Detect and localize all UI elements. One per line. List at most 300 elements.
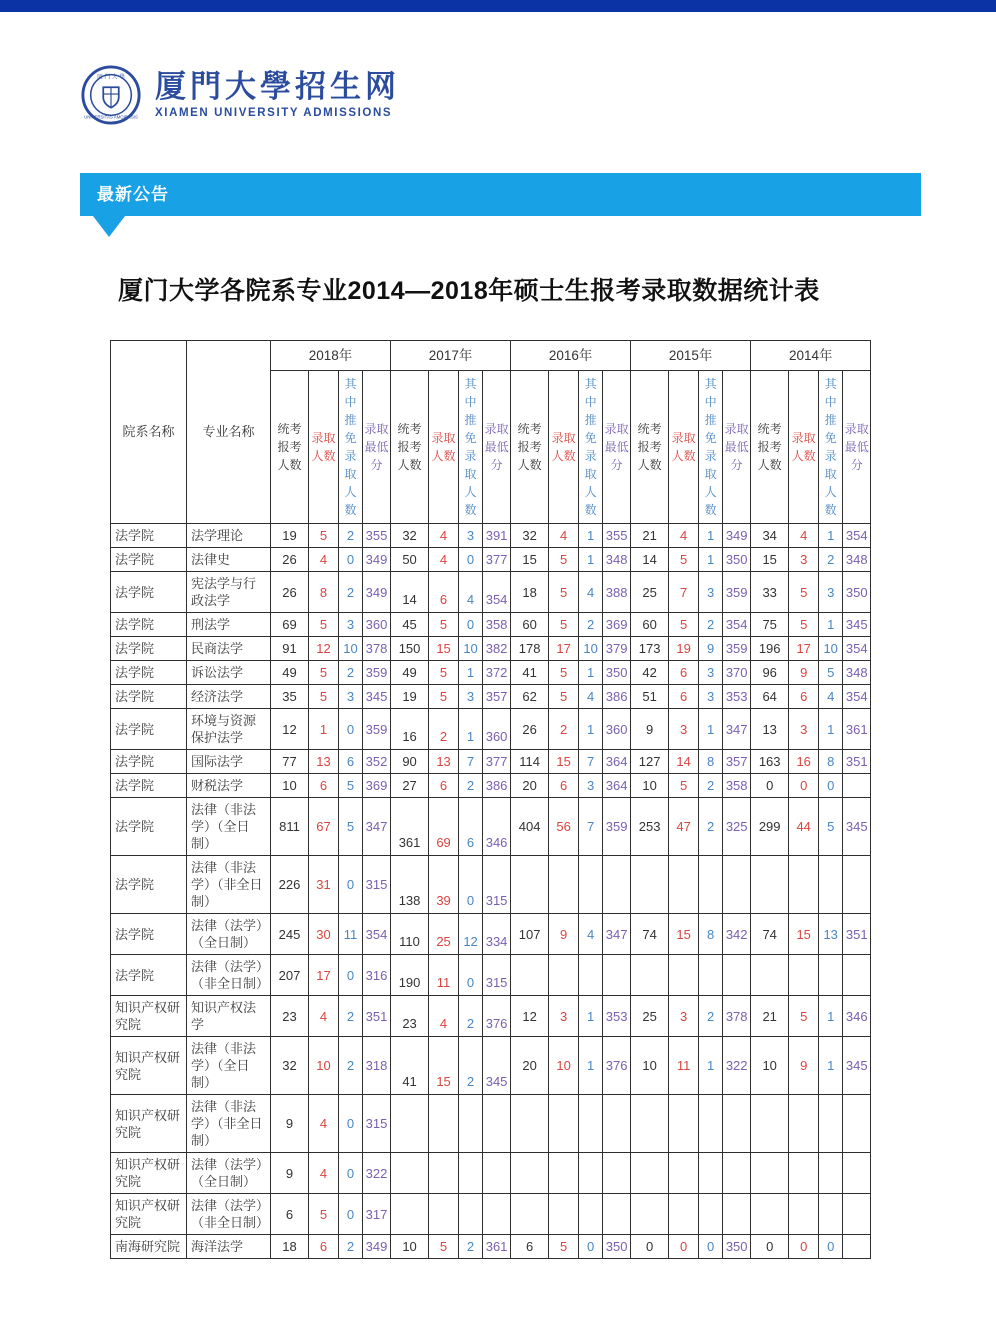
- stat-cell: 35: [271, 685, 309, 709]
- stat-cell: 7: [459, 750, 483, 774]
- stat-cell: 10: [391, 1235, 429, 1259]
- stat-cell: 12: [271, 709, 309, 750]
- stat-cell: 25: [429, 914, 459, 955]
- stat-cell: 0: [459, 613, 483, 637]
- stat-cell: 5: [309, 685, 339, 709]
- stat-cell: [603, 1095, 631, 1153]
- stat-cell: 17: [789, 637, 819, 661]
- stat-cell: [579, 1095, 603, 1153]
- stat-cell: 163: [751, 750, 789, 774]
- stat-cell: 404: [511, 798, 549, 856]
- stat-cell: 349: [363, 1235, 391, 1259]
- table-row: [111, 572, 871, 613]
- stat-cell: 4: [819, 685, 843, 709]
- stat-cell: 2: [339, 524, 363, 548]
- stat-cell: [843, 1153, 871, 1194]
- stat-cell: 317: [363, 1194, 391, 1235]
- stat-cell: 3: [579, 774, 603, 798]
- stat-cell: 0: [339, 709, 363, 750]
- stat-cell: [669, 856, 699, 914]
- stat-cell: 1: [699, 1037, 723, 1095]
- stat-cell: 5: [789, 572, 819, 613]
- svg-text:厦 門 大 學: 厦 門 大 學: [96, 74, 126, 81]
- stat-cell: 2: [459, 996, 483, 1037]
- stat-cell: [511, 1194, 549, 1235]
- stat-cell: 0: [699, 1235, 723, 1259]
- stat-cell: [751, 1153, 789, 1194]
- stat-cell: 23: [391, 996, 429, 1037]
- stat-cell: [429, 1153, 459, 1194]
- table-row: [111, 1037, 871, 1095]
- stat-cell: 0: [751, 1235, 789, 1259]
- stat-cell: 5: [669, 548, 699, 572]
- stat-cell: 19: [391, 685, 429, 709]
- stat-cell: 6: [429, 572, 459, 613]
- stat-cell: 354: [363, 914, 391, 955]
- stat-cell: 10: [549, 1037, 579, 1095]
- major-cell: 宪法学与行政法学: [187, 572, 271, 613]
- stat-cell: 348: [843, 661, 871, 685]
- stat-cell: 3: [669, 996, 699, 1037]
- stat-cell: 15: [789, 914, 819, 955]
- stat-cell: 41: [391, 1037, 429, 1095]
- stat-cell: 75: [751, 613, 789, 637]
- stat-cell: [723, 856, 751, 914]
- stat-cell: [819, 955, 843, 996]
- stat-cell: 107: [511, 914, 549, 955]
- stat-cell: 253: [631, 798, 669, 856]
- stat-cell: 3: [789, 548, 819, 572]
- stat-cell: 23: [271, 996, 309, 1037]
- stat-cell: 12: [309, 637, 339, 661]
- dept-cell: 法学院: [111, 572, 187, 613]
- stat-cell: 6: [459, 798, 483, 856]
- stat-cell: [549, 1194, 579, 1235]
- stat-cell: 51: [631, 685, 669, 709]
- stat-cell: 42: [631, 661, 669, 685]
- stat-cell: 2: [819, 548, 843, 572]
- major-cell: 民商法学: [187, 637, 271, 661]
- stat-cell: 350: [843, 572, 871, 613]
- stat-cell: 359: [363, 661, 391, 685]
- dept-cell: 南海研究院: [111, 1235, 187, 1259]
- stat-cell: 60: [511, 613, 549, 637]
- stat-cell: 2: [549, 709, 579, 750]
- stat-cell: 4: [579, 572, 603, 613]
- stat-cell: 0: [631, 1235, 669, 1259]
- stat-cell: 5: [429, 661, 459, 685]
- major-cell: 诉讼法学: [187, 661, 271, 685]
- stat-cell: 6: [669, 661, 699, 685]
- stat-cell: [579, 856, 603, 914]
- stat-cell: [579, 1153, 603, 1194]
- stat-cell: 348: [603, 548, 631, 572]
- stat-cell: 64: [751, 685, 789, 709]
- stat-cell: [511, 856, 549, 914]
- stat-cell: 378: [363, 637, 391, 661]
- stat-cell: 0: [339, 955, 363, 996]
- stat-cell: 0: [751, 774, 789, 798]
- stat-cell: 45: [391, 613, 429, 637]
- stat-cell: 178: [511, 637, 549, 661]
- metric-header: 录取最低分: [363, 371, 391, 524]
- dept-cell: 法学院: [111, 750, 187, 774]
- stat-cell: [549, 1095, 579, 1153]
- metric-header: 录取人数: [669, 371, 699, 524]
- table-row: [111, 996, 871, 1037]
- stat-cell: 6: [271, 1194, 309, 1235]
- major-cell: 法律（非法学）（全日制）: [187, 798, 271, 856]
- stat-cell: 21: [631, 524, 669, 548]
- year-header: 2014年: [751, 341, 871, 371]
- stat-cell: [549, 856, 579, 914]
- dept-cell: 法学院: [111, 637, 187, 661]
- stat-cell: [483, 1153, 511, 1194]
- stat-cell: 4: [579, 914, 603, 955]
- stat-cell: 1: [699, 524, 723, 548]
- stat-cell: 6: [429, 774, 459, 798]
- table-row: [111, 798, 871, 856]
- stat-cell: 15: [549, 750, 579, 774]
- major-cell: 法律（非法学）（非全日制）: [187, 1095, 271, 1153]
- table-row: [111, 1194, 871, 1235]
- stat-cell: 1: [819, 613, 843, 637]
- stat-cell: 0: [789, 1235, 819, 1259]
- stat-cell: 10: [751, 1037, 789, 1095]
- stat-cell: 9: [271, 1095, 309, 1153]
- stat-cell: 74: [631, 914, 669, 955]
- stat-cell: 349: [363, 572, 391, 613]
- stat-cell: 62: [511, 685, 549, 709]
- metric-header: 录取人数: [429, 371, 459, 524]
- stat-cell: 10: [459, 637, 483, 661]
- metric-header: 统考报考人数: [271, 371, 309, 524]
- stat-cell: 15: [751, 548, 789, 572]
- stat-cell: 1: [459, 661, 483, 685]
- stat-cell: [723, 1095, 751, 1153]
- table-row: [111, 637, 871, 661]
- stat-cell: [789, 856, 819, 914]
- stat-cell: 5: [549, 548, 579, 572]
- stat-cell: 3: [459, 524, 483, 548]
- stat-cell: 32: [271, 1037, 309, 1095]
- dept-column-header: 院系名称: [111, 341, 187, 524]
- dept-cell: 法学院: [111, 914, 187, 955]
- table-row: [111, 774, 871, 798]
- stat-cell: [511, 1095, 549, 1153]
- logo-subtitle: XIAMEN UNIVERSITY ADMISSIONS: [155, 107, 393, 120]
- stat-cell: 17: [309, 955, 339, 996]
- stat-cell: 5: [429, 685, 459, 709]
- major-cell: 环境与资源保护法学: [187, 709, 271, 750]
- major-cell: 刑法学: [187, 613, 271, 637]
- stat-cell: [789, 955, 819, 996]
- stat-cell: 3: [669, 709, 699, 750]
- dept-cell: 法学院: [111, 798, 187, 856]
- stat-cell: 355: [603, 524, 631, 548]
- stat-cell: 4: [429, 548, 459, 572]
- stat-cell: 25: [631, 996, 669, 1037]
- stat-cell: 372: [483, 661, 511, 685]
- metric-header: 录取人数: [789, 371, 819, 524]
- stat-cell: 316: [363, 955, 391, 996]
- stat-cell: [483, 1095, 511, 1153]
- metric-header: 录取最低分: [843, 371, 871, 524]
- dept-cell: 法学院: [111, 661, 187, 685]
- stat-cell: 7: [669, 572, 699, 613]
- stat-cell: [391, 1194, 429, 1235]
- stat-cell: [669, 1095, 699, 1153]
- stat-cell: 4: [309, 1095, 339, 1153]
- stat-cell: 110: [391, 914, 429, 955]
- stat-cell: [603, 955, 631, 996]
- stat-cell: 10: [271, 774, 309, 798]
- stat-cell: 13: [751, 709, 789, 750]
- stat-cell: 3: [789, 709, 819, 750]
- stat-cell: 5: [339, 774, 363, 798]
- dept-cell: 法学院: [111, 548, 187, 572]
- stat-cell: 359: [723, 637, 751, 661]
- stat-cell: 0: [669, 1235, 699, 1259]
- stat-cell: 14: [669, 750, 699, 774]
- table-row: [111, 685, 871, 709]
- stat-cell: [699, 1095, 723, 1153]
- stat-cell: 354: [843, 637, 871, 661]
- university-seal-icon: [80, 64, 142, 126]
- stat-cell: [723, 1153, 751, 1194]
- stat-cell: 325: [723, 798, 751, 856]
- stat-cell: 345: [843, 613, 871, 637]
- stat-cell: 6: [789, 685, 819, 709]
- stat-cell: 49: [391, 661, 429, 685]
- stat-cell: 322: [723, 1037, 751, 1095]
- stat-cell: [789, 1095, 819, 1153]
- stat-cell: 69: [429, 798, 459, 856]
- major-cell: 法学理论: [187, 524, 271, 548]
- year-header: 2016年: [511, 341, 631, 371]
- stat-cell: 345: [843, 798, 871, 856]
- stat-cell: 3: [339, 613, 363, 637]
- stat-cell: 1: [819, 524, 843, 548]
- stat-cell: 69: [271, 613, 309, 637]
- stat-cell: 9: [271, 1153, 309, 1194]
- stat-cell: 15: [669, 914, 699, 955]
- stat-cell: [483, 1194, 511, 1235]
- stat-cell: 56: [549, 798, 579, 856]
- metric-header: 录取最低分: [483, 371, 511, 524]
- year-header: 2018年: [271, 341, 391, 371]
- stat-cell: 20: [511, 774, 549, 798]
- stat-cell: [511, 1153, 549, 1194]
- stat-cell: 0: [339, 1095, 363, 1153]
- stat-cell: 388: [603, 572, 631, 613]
- stat-cell: [459, 1194, 483, 1235]
- stat-cell: 348: [843, 548, 871, 572]
- stat-cell: [843, 856, 871, 914]
- stat-cell: [603, 1194, 631, 1235]
- stat-cell: 1: [699, 548, 723, 572]
- stat-cell: 15: [511, 548, 549, 572]
- stat-cell: [723, 955, 751, 996]
- dept-cell: 法学院: [111, 613, 187, 637]
- stat-cell: [603, 1153, 631, 1194]
- stat-cell: 351: [843, 750, 871, 774]
- stat-cell: 41: [511, 661, 549, 685]
- stat-cell: 77: [271, 750, 309, 774]
- stat-cell: 2: [699, 774, 723, 798]
- major-cell: 法律（非法学）（全日制）: [187, 1037, 271, 1095]
- stat-cell: 2: [339, 661, 363, 685]
- stat-cell: 376: [483, 996, 511, 1037]
- stat-cell: [819, 1095, 843, 1153]
- stat-cell: 2: [339, 1037, 363, 1095]
- year-header: 2017年: [391, 341, 511, 371]
- stat-cell: 34: [751, 524, 789, 548]
- site-logo[interactable]: [80, 12, 921, 126]
- stat-cell: 11: [429, 955, 459, 996]
- stat-cell: 354: [483, 572, 511, 613]
- stat-cell: 0: [819, 1235, 843, 1259]
- stat-cell: 6: [549, 774, 579, 798]
- table-row: [111, 613, 871, 637]
- stat-cell: 334: [483, 914, 511, 955]
- dept-cell: 知识产权研究院: [111, 1095, 187, 1153]
- stat-cell: 6: [511, 1235, 549, 1259]
- stat-cell: [699, 1194, 723, 1235]
- stat-cell: 4: [669, 524, 699, 548]
- major-cell: 财税法学: [187, 774, 271, 798]
- stat-cell: 114: [511, 750, 549, 774]
- stat-cell: 2: [459, 1037, 483, 1095]
- stat-cell: 60: [631, 613, 669, 637]
- metric-header: 其中推免录取人数: [459, 371, 483, 524]
- stat-cell: 18: [271, 1235, 309, 1259]
- stat-cell: 245: [271, 914, 309, 955]
- stat-cell: 26: [511, 709, 549, 750]
- stat-cell: 1: [579, 661, 603, 685]
- table-row: [111, 914, 871, 955]
- stat-cell: [789, 1194, 819, 1235]
- stat-cell: 13: [429, 750, 459, 774]
- dept-cell: 法学院: [111, 856, 187, 914]
- stat-cell: 2: [459, 1235, 483, 1259]
- major-cell: 法律（法学）（非全日制）: [187, 1194, 271, 1235]
- stat-cell: 4: [789, 524, 819, 548]
- stat-cell: [751, 1095, 789, 1153]
- metric-header: 录取人数: [549, 371, 579, 524]
- stat-cell: 315: [483, 856, 511, 914]
- stat-cell: 5: [309, 613, 339, 637]
- stat-cell: 346: [483, 798, 511, 856]
- stat-cell: 6: [339, 750, 363, 774]
- logo-title: 厦門大學招生网: [155, 68, 400, 104]
- stat-cell: 322: [363, 1153, 391, 1194]
- stat-cell: 1: [579, 996, 603, 1037]
- stat-cell: 349: [363, 548, 391, 572]
- dept-cell: 法学院: [111, 709, 187, 750]
- stat-cell: 1: [819, 709, 843, 750]
- stat-cell: [819, 1194, 843, 1235]
- stat-cell: [511, 955, 549, 996]
- stat-cell: [843, 1194, 871, 1235]
- stat-cell: 47: [669, 798, 699, 856]
- stat-cell: 5: [309, 524, 339, 548]
- stat-cell: 0: [579, 1235, 603, 1259]
- metric-header: 统考报考人数: [631, 371, 669, 524]
- stat-cell: 127: [631, 750, 669, 774]
- stat-cell: 360: [363, 613, 391, 637]
- stat-cell: [579, 1194, 603, 1235]
- metric-header: 录取人数: [309, 371, 339, 524]
- stat-cell: 20: [511, 1037, 549, 1095]
- metric-header: 统考报考人数: [511, 371, 549, 524]
- stat-cell: 31: [309, 856, 339, 914]
- stat-cell: 5: [819, 798, 843, 856]
- banner-tail-icon: [93, 216, 125, 237]
- metric-header: 其中推免录取人数: [819, 371, 843, 524]
- stat-cell: 49: [271, 661, 309, 685]
- stat-cell: 19: [669, 637, 699, 661]
- stat-cell: 350: [723, 548, 751, 572]
- stat-cell: 357: [483, 685, 511, 709]
- stat-cell: 386: [483, 774, 511, 798]
- stat-cell: 2: [339, 1235, 363, 1259]
- major-cell: 法律（法学）（全日制）: [187, 914, 271, 955]
- stat-cell: 50: [391, 548, 429, 572]
- stat-cell: 0: [339, 856, 363, 914]
- stat-cell: [459, 1095, 483, 1153]
- table-row: [111, 750, 871, 774]
- stat-cell: 4: [309, 1153, 339, 1194]
- stat-cell: 67: [309, 798, 339, 856]
- stat-cell: 354: [843, 685, 871, 709]
- dept-cell: 知识产权研究院: [111, 1153, 187, 1194]
- metric-header: 其中推免录取人数: [579, 371, 603, 524]
- stat-cell: 342: [723, 914, 751, 955]
- stat-cell: 7: [579, 750, 603, 774]
- table-row: [111, 1153, 871, 1194]
- stat-cell: [429, 1194, 459, 1235]
- table-row: [111, 524, 871, 548]
- major-column-header: 专业名称: [187, 341, 271, 524]
- stat-cell: 370: [723, 661, 751, 685]
- stat-cell: 364: [603, 750, 631, 774]
- stat-cell: 359: [603, 798, 631, 856]
- dept-cell: 法学院: [111, 955, 187, 996]
- stat-cell: 299: [751, 798, 789, 856]
- stat-cell: 33: [751, 572, 789, 613]
- stat-cell: [699, 1153, 723, 1194]
- stat-cell: 5: [549, 572, 579, 613]
- stat-cell: 13: [819, 914, 843, 955]
- stat-cell: 2: [699, 996, 723, 1037]
- stat-cell: [751, 856, 789, 914]
- stat-cell: 9: [789, 1037, 819, 1095]
- stat-cell: 11: [339, 914, 363, 955]
- stat-cell: [631, 856, 669, 914]
- dept-cell: 知识产权研究院: [111, 1037, 187, 1095]
- stat-cell: 25: [631, 572, 669, 613]
- stat-cell: 345: [843, 1037, 871, 1095]
- stat-cell: 360: [483, 709, 511, 750]
- stat-cell: 345: [363, 685, 391, 709]
- stat-cell: 190: [391, 955, 429, 996]
- metric-header: 其中推免录取人数: [699, 371, 723, 524]
- stat-cell: [429, 1095, 459, 1153]
- stat-cell: 30: [309, 914, 339, 955]
- stat-cell: 347: [723, 709, 751, 750]
- stat-cell: 5: [549, 1235, 579, 1259]
